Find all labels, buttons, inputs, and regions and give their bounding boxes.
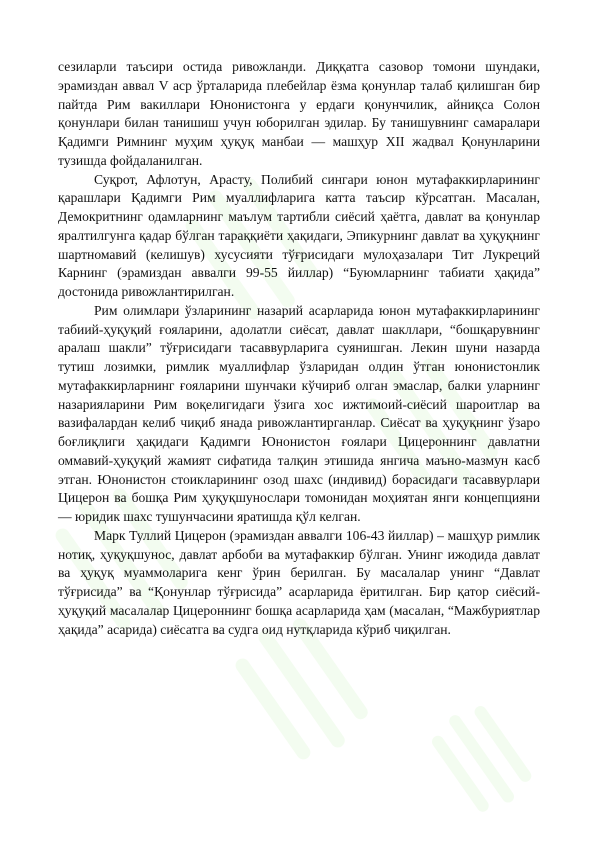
paragraph-1: сезиларли таъсири остида ривожланди. Диққатга сазовор томони шундаки, эрамиздан аввал V аср ўрталарида плебейлар ёзма қонунлар талаб қилишган бир пайтда Рим вакиллари Юнонистонга у ердаги қонунчилик, айниқса Солон қонунлари билан танишиш учун юборилган эдилар. Бу танишувнинг самаралари Қадимги Римнинг муҳим ҳуқуқ манбаи — машҳур XII жадвал Қонунларини тузишда фойдаланилган. <box>58 59 540 168</box>
paragraph-3: Рим олимлари ўзларининг назарий асарларида юнон мутафаккирларининг табиий-ҳуқуқий ғояларини, адолатли сиёсат, давлат шакллари, “бошқарувнинг аралаш шакли” тўғрисидаги тасаввурларига суянишган. Лекин шуни назарда тутиш лозимки, римлик муаллифлар ўзларидан олдин ўтган юнонистонлик мутафаккирларнинг ғояларини шунчаки кўчириб олган эмаслар, балки уларнинг назарияларини Рим воқелигидаги ўзига хос ижтимоий-сиёсий шароитлар ва вазифалардан келиб чиқиб янада ривожлантирганлар. Сиёсат ва ҳуқуқнинг ўзаро боғлиқлиги ҳақидаги Қадимги Юнонистон ғоялари Цицероннинг давлатни оммавий-ҳуқуқий жамият сифатида талқин этишида янгича маъно-мазмун касб этган. Юнонистон стоикларининг озод шахс (индивид) борасидаги тасаввурлари Цицерон ва бошқа Рим ҳуқуқшунослари томонидан моҳиятан янги концепцияни — юридик шахс тушунчасини яратишда қўл келган. <box>58 302 540 524</box>
body-text <box>58 58 540 639</box>
paragraph-4: Марк Туллий Цицерон (эрамиздан аввалги 106-43 йиллар) – машҳур римлик нотиқ, ҳуқуқшунос, давлат арбоби ва мутафаккир бўлган. Унинг ижодида давлат ва ҳуқуқ муаммоларига кенг ўрин берилган. Бу масалалар унинг “Давлат тўғрисида” ва “Қонунлар тўғрисида” асарларида ёритилган. Бир қатор сиёсий-ҳуқуқий масалалар Цицероннинг бошқа асарларида ҳам (масалан, “Мажбуриятлар ҳақида” асарида) сиёсатга ва судга оид нутқларида кўриб чиқилган. <box>58 527 540 637</box>
paragraph-2: Суқрот, Афлотун, Арасту, Полибий сингари юнон мутафаккирларининг қарашлари Қадимги Рим муаллифларига катта таъсир кўрсатган. Масалан, Демокритнинг одамларнинг маълум тартибли сиёсий ҳаётга, давлат ва қонунлар яралтилгунга қадар бўлган тараққиёти ҳақидаги, Эпикурнинг давлат ва ҳуқуқнинг шартномавий (келишув) хусусияти тўғрисидаги мулоҳазалари Тит Лукреций Карнинг (эрамиздан аввалги 99-55 йиллар) “Буюмларнинг табиати ҳақида” достонида ривожлантирилган. <box>58 171 540 299</box>
